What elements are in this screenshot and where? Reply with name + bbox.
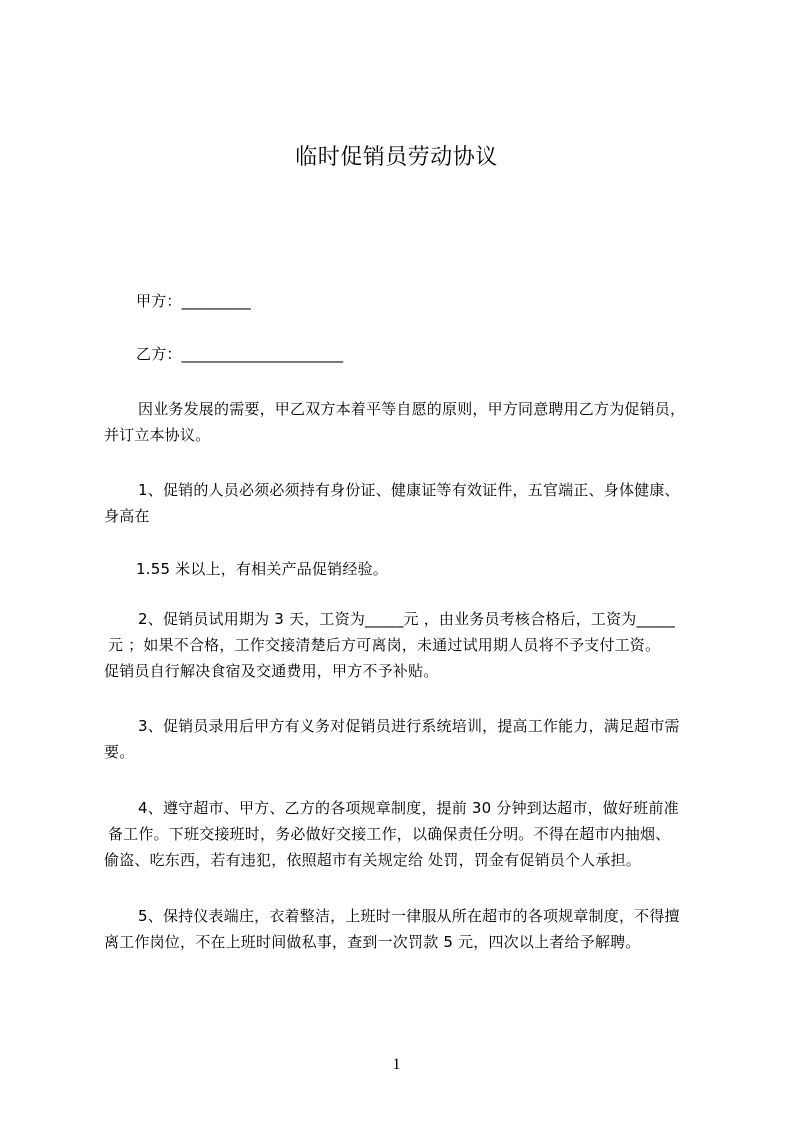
party-a-line xyxy=(104,288,704,314)
party-b-line xyxy=(104,341,704,367)
clause-5-line: 离工作岗位，不在上班时间做私事，查到一次罚款 5 元，四次以上者给予解聘。 xyxy=(104,933,641,951)
intro-line: 并订立本协议。 xyxy=(104,426,211,444)
clause-1-continuation xyxy=(104,556,704,582)
clause-2-line: 元 ；如果不合格，工作交接清楚后方可离岗，未通过试用期人员将不予支付工资。 xyxy=(108,636,661,654)
clause-1-paragraph xyxy=(104,477,704,529)
clause-2-paragraph xyxy=(104,606,704,684)
intro-line: 因业务发展的需要，甲乙双方本着平等自愿的原则，甲方同意聘用乙方为促销员， xyxy=(138,400,686,418)
clause-4-paragraph xyxy=(104,795,704,873)
clause-5-paragraph xyxy=(104,903,704,955)
clause-3-paragraph xyxy=(104,713,704,765)
page-title: 临时促销员劳动协议 xyxy=(295,145,498,170)
clause-3-line: 3、促销员录用后甲方有义务对促销员进行系统培训，提高工作能力，满足超市需 xyxy=(138,717,680,735)
clause-5-line: 5、保持仪表端庄，衣着整洁，上班时一律服从所在超市的各项规章制度，不得擅 xyxy=(138,907,680,925)
party-a-text: 甲方：_________ xyxy=(136,292,251,310)
intro-paragraph xyxy=(104,396,704,448)
clause-4-line: 备工作。下班交接班时，务必做好交接工作，以确保责任分明。不得在超市内抽烟、 xyxy=(108,825,671,843)
clause-2-line: 促销员自行解决食宿及交通费用，甲方不予补贴。 xyxy=(104,662,439,680)
party-b-text: 乙方：_____________________ xyxy=(136,345,344,363)
clause-4-line: 4、遵守超市、甲方、乙方的各项规章制度，提前 30 分钟到达超市，做好班前准 xyxy=(138,799,679,817)
clause-1-cont-line: 1.55 米以上，有相关产品促销经验。 xyxy=(136,560,388,578)
clause-1-line: 1、促销的人员必须必须持有身份证、健康证等有效证件，五官端正、身体健康、 xyxy=(138,481,680,499)
clause-2-line: 2、促销员试用期为 3 天，工资为_____元 ，由业务员考核合格后，工资为_____ xyxy=(138,610,675,628)
clause-3-line: 要。 xyxy=(104,743,135,761)
page-number: 1 xyxy=(392,1056,401,1073)
clause-4-line: 偷盗、吃东西，若有违犯，依照超市有关规定给 处罚，罚金有促销员个人承担。 xyxy=(104,851,641,869)
clause-1-line: 身高在 xyxy=(104,507,150,525)
